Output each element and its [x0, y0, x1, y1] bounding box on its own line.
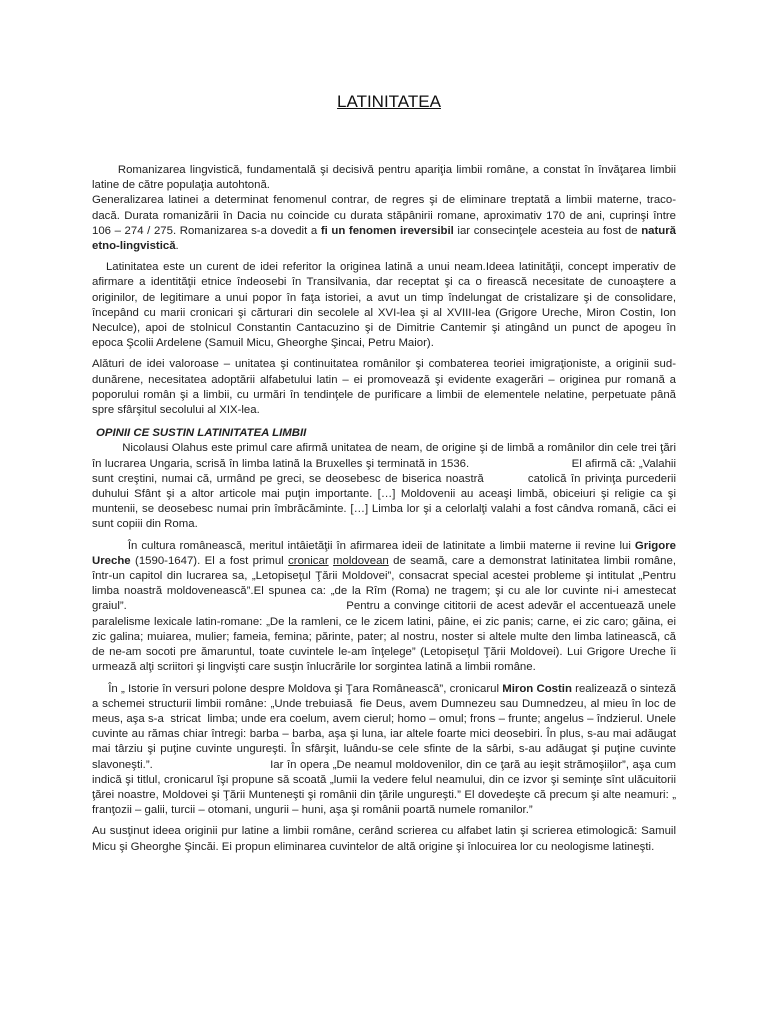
paragraph-text: În „ Istorie în versuri polone despre Moldova şi Ţara Românească”, cronicarul — [92, 682, 503, 695]
paragraph-text: Romanizarea lingvistică, fundamentală şi decisivă pentru apariţia limbii române, a constat în învăţarea limbii latine de către populaţia autohtonă. — [92, 164, 680, 192]
paragraph-text: iar consecinţele acesteia au fost de — [453, 224, 642, 237]
document-body — [92, 163, 680, 855]
document-title: LATINITATEA — [337, 92, 441, 111]
paragraph-alaturi: Alături de idei valoroase – unitatea şi continuitatea românilor şi combaterea teoriei imigraţioniste, a originii sud-dunărene, necesitatea adoptării alfabetului latin – ei promovează şi evidente exagerări – originea pur romană a poporului român şi a limbii, cu urmări în tendinţele de purificare a limbii de elementele nelatine, perpetuate până spre sfârşitul secolului al XIX-lea. — [92, 358, 676, 417]
paragraph-olahus: Nicolausi Olahus este primul care afirmă unitatea de neam, de origine şi de limbă a românilor din cele trei ţări în lucrarea Ungaria, scrisă în limba latină la Bruxelles şi terminată in 1536. El afirmă că: „Valahii sunt creştini, numai că, urmând pe greci, se deosebesc de biserica noastră catolică în privinţa purcederii duhului Sfânt şi a altor articole mai puţin importante. […] Moldovenii au aceaşi limbă, obiceiuri şi religie ca şi muntenii, se deosebesc numai prin îmbrăcăminte. […] Limba lor şi a celorlalţi valahi a fost cândva romană, căci ei sunt copiii din Roma. — [92, 442, 680, 531]
paragraph-costin — [92, 682, 680, 819]
paragraph-ureche — [92, 539, 680, 676]
link-moldovean[interactable]: moldovean — [333, 554, 389, 567]
paragraph-text: (1590-1647). El a fost primul — [130, 554, 289, 567]
paragraph-text: . — [175, 240, 179, 253]
paragraph-generalizarea — [92, 193, 676, 254]
paragraph-romanizarea — [92, 163, 680, 193]
paragraph-text: În cultura românească, meritul intâietăţii în afirmarea ideii de latinitate a limbii materne ii revine lui — [92, 539, 635, 552]
paragraph-latinitatea: Latinitatea este un curent de idei referitor la originea latină a unui neam.Ideea latinităţii, concept imperativ de afirmare a identităţii etnice îndeosebi în Transilvania, dar receptat şi ca o firească necesitate de cunoaştere a originilor, de legitimare a unui popor în faţa istoriei, a avut un timp îndelungat de cristalizare şi de consolidare, începând cu marii cronicari şi cărturari din secolele al XVI-lea şi al XVIII-lea (Grigore Ureche, Miron Costin, Ion Neculce), apoi de stolnicul Constantin Cantacuzino şi de Dimitrie Cantemir şi atingând un punct de apogeu în epoca Şcolii Ardelene (Samuil Micu, Gheorghe Şincai, Petru Maior). — [92, 261, 680, 350]
bold-name: Miron Costin — [502, 682, 572, 695]
paragraph-text: realizează o sinteză a schemei structurii limbii române: „Unde trebuiasă fie Deus, avem Dumnezeu sau Dumnedzeu, al mieu în loc de meus, aşa s-a stricat limba; unde era coelum, avem cierul; homo – omul; frons – frunte; angelus – îndzierul. Unele cuvinte au rămas chiar întregi: barba – barba, aşa şi luna, iar altele foarte mici deosebiri. În plus, s-au mai adăugat mai târziu şi puţine cuvinte ungureşti. În sfârşit, luându-se cele sfinte de la sârbi, s-au adăugat şi puţine cuvinte slavoneşti.”. Iar în opera „De neamul moldovenilor, din ce ţară au ieşit strămoşiilor”, aşa cum indică şi titlul, cronicarul îşi propune să scoată „lumii la vedere felul neamului, din ce izvor şi seminţe sînt ulăcuitorii ţărei noastre, Moldovei şi Ţării Munteneşti şi românii din ţările ungureşti.” El dovedeşte că precum şi alte neamuri: „ franţozii – galii, turcii – otomani, ungurii – huni, aşa şi românii poartă numele romanilor.” — [92, 682, 680, 817]
paragraph-text: Generalizarea latinei a determinat fenomenul contrar, de regres şi de eliminare treptată a limbii materne, traco-dacă. Durata romanizării în Dacia nu coincide cu durata stăpânirii romane, aproximativ 170 de ani, cuprinşi între 106 – 274 / 275. Romanizarea s-a dovedit a — [92, 194, 676, 237]
paragraph-text: de seamă, care a demonstrat latinitatea limbii române, într-un capitol din lucrarea sa, „Letopiseţul Ţării Moldovei”, consacrat special acestei probleme şi intitulat „Pentru limba noastră moldovenească”.El spunea ca: „de la Rîm (Roma) ne tragem; şi cu ale lor cuvinte ni-i amestecat graiul”. Pentru a convinge cititorii de acest adevăr el accentuează unele paralelisme lexicale latin-romane: „De la ramleni, ce le zicem latini, pâine, ei zic panis; carne, ei zic caro; găina, ei zic galina; muiarea, mulier; fameia, femina; părinte, pater; al nostru, noster si altele multe den limba latinească, că de ne-am socoti pre ămaruntul, toate cuvintele le-am înţelege” (Letopiseţul Ţării Moldovei). Lui Grigore Ureche îi urmează alţi scriitori şi lingvişti care susţin înlucrările lor sorgintea latină a limbii române. — [92, 554, 680, 674]
bold-phrase: natură etno-lingvistică — [92, 224, 677, 253]
section-heading: OPINII CE SUSTIN LATINITATEA LIMBII — [96, 427, 307, 440]
bold-name: Grigore Ureche — [92, 539, 680, 567]
bold-phrase: fi un fenomen ireversibil — [320, 224, 454, 237]
paragraph-scoala-ardeleana: Au susţinut ideea originii pur latine a limbii române, cerând scrierea cu alfabet latin şi scrierea etimologică: Samuil Micu şi Gheorghe Şincăi. Ei propun eliminarea cuvintelor de altă origine şi înlocuirea lor cu neologisme latineşti. — [92, 825, 676, 853]
link-cronicar[interactable]: cronicar — [288, 554, 329, 567]
